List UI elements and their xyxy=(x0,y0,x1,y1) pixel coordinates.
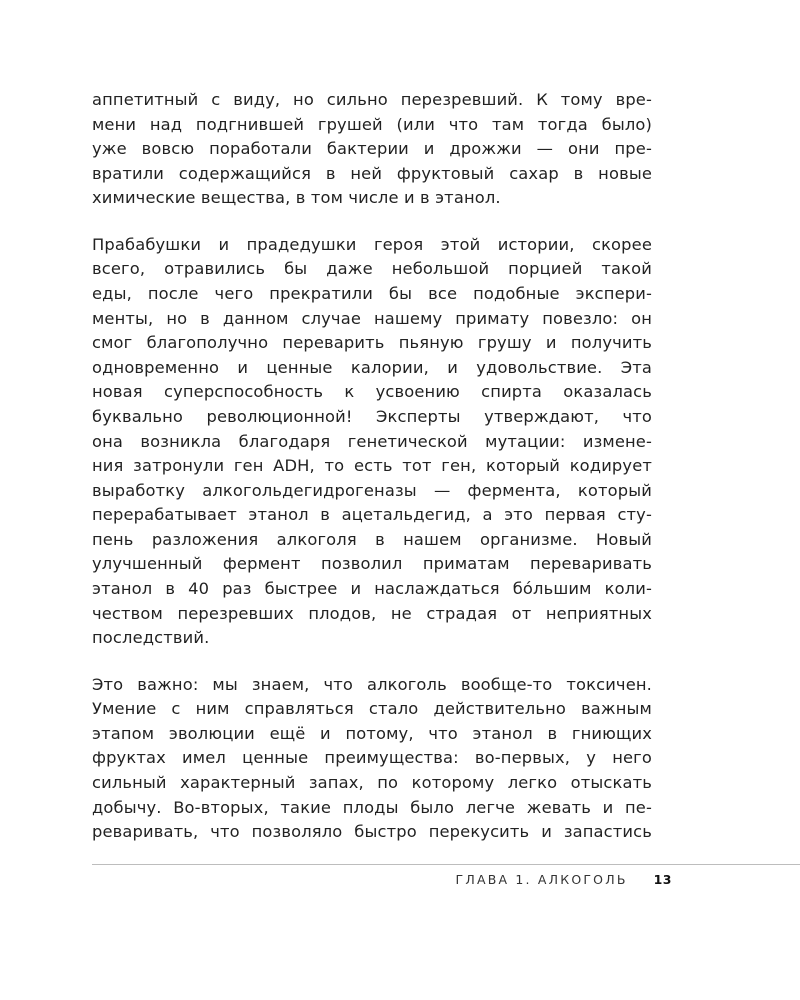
text-line: реваривать, что позволяло быстро перекусить и запастись xyxy=(92,822,652,842)
text-line: буквально революционной! Эксперты утверждают, что xyxy=(92,406,652,426)
text-line: одновременно и ценные калории, и удовольствие. Эта xyxy=(92,357,652,377)
paragraph xyxy=(92,88,652,211)
footer-divider xyxy=(92,864,800,865)
text-line: смог благополучно переварить пьяную грушу и получить xyxy=(92,333,652,353)
text-line: Прабабушки и прадедушки героя этой истории, скорее xyxy=(92,234,652,254)
text-line: добычу. Во-вторых, такие плоды было легче жевать и пе- xyxy=(92,797,652,817)
chapter-title: ГЛАВА 1. АЛКОГОЛЬ xyxy=(455,872,628,887)
paragraph xyxy=(92,673,652,845)
page-number: 13 xyxy=(653,872,672,887)
text-line: улучшенный фермент позволил приматам переваривать xyxy=(92,554,652,574)
text-line: она возникла благодаря генетической мутации: измене- xyxy=(92,431,652,451)
body-text xyxy=(92,88,652,845)
text-line: аппетитный с виду, но сильно перезревший. К тому вре- xyxy=(92,90,652,109)
page-footer xyxy=(456,872,672,887)
text-line: ния затронули ген ADH, то есть тот ген, который кодирует xyxy=(92,456,652,476)
text-line: уже вовсю поработали бактерии и дрожжи — они пре- xyxy=(92,139,652,159)
text-line: сильный характерный запах, по которому легко отыскать xyxy=(92,773,652,793)
text-line: фруктах имел ценные преимущества: во-первых, у него xyxy=(92,748,652,768)
text-line: химические вещества, в том числе и в этанол. xyxy=(92,188,501,208)
text-line: этанол в 40 раз быстрее и наслаждаться бóльшим коли- xyxy=(92,579,652,599)
text-line: чеством перезревших плодов, не страдая от неприятных xyxy=(92,603,652,623)
text-line: Это важно: мы знаем, что алкоголь вообще-то токсичен. xyxy=(92,674,652,694)
text-line: выработку алкогольдегидрогеназы — фермента, который xyxy=(92,480,652,500)
paragraph xyxy=(92,233,652,651)
text-line: Умение с ним справляться стало действительно важным xyxy=(92,699,652,719)
text-line: новая суперспособность к усвоению спирта оказалась xyxy=(92,382,652,402)
text-line: этапом эволюции ещё и потому, что этанол в гниющих xyxy=(92,723,652,743)
text-line: перерабатывает этанол в ацетальдегид, а это первая сту- xyxy=(92,505,652,525)
text-line: еды, после чего прекратили бы все подобные экспери- xyxy=(92,283,652,303)
text-line: всего, отравились бы даже небольшой порцией такой xyxy=(92,259,652,279)
text-line: менты, но в данном случае нашему примату повезло: он xyxy=(92,308,652,328)
text-line: последствий. xyxy=(92,628,210,648)
text-line: мени над подгнившей грушей (или что там тогда было) xyxy=(92,114,652,134)
text-line: пень разложения алкоголя в нашем организме. Новый xyxy=(92,529,652,549)
text-line: вратили содержащийся в ней фруктовый сахар в новые xyxy=(92,163,652,183)
